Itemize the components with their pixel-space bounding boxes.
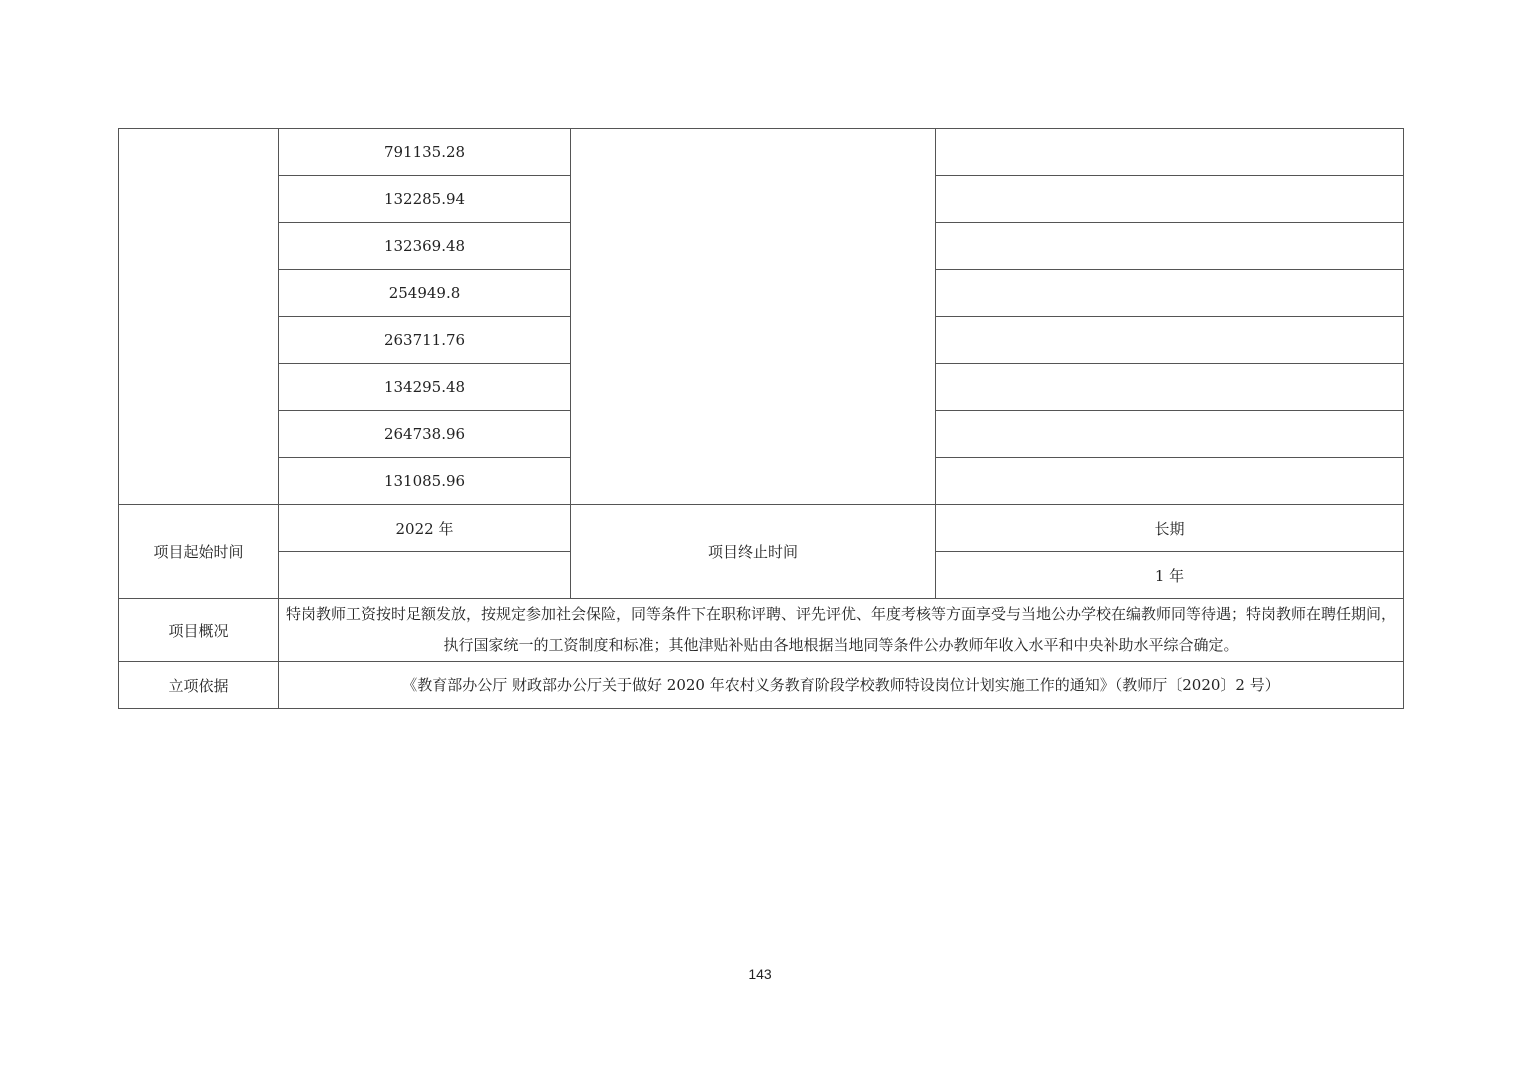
amount-cell: 132285.94 — [279, 176, 571, 223]
blank-cell — [936, 317, 1404, 364]
blank-cell — [279, 552, 571, 599]
blank-cell — [936, 458, 1404, 505]
project-table — [118, 128, 1404, 709]
table-row — [119, 129, 1404, 176]
amount-cell: 131085.96 — [279, 458, 571, 505]
overview-text: 特岗教师工资按时足额发放，按规定参加社会保险，同等条件下在职称评聘、评先评优、年度考核等方面享受与当地公办学校在编教师同等待遇；特岗教师在聘任期间，执行国家统一的工资制度和标准；其他津贴补贴由各地根据当地同等条件公办教师年收入水平和中央补助水平综合确定。 — [279, 599, 1404, 662]
start-time-label: 项目起始时间 — [119, 505, 279, 599]
blank-cell — [936, 176, 1404, 223]
page-number: 143 — [748, 966, 772, 982]
start-time-value: 2022 年 — [279, 505, 571, 552]
blank-cell — [936, 129, 1404, 176]
end-time-value: 长期 — [936, 505, 1404, 552]
amount-cell: 134295.48 — [279, 364, 571, 411]
merged-blank-cell — [119, 129, 279, 505]
amount-cell: 791135.28 — [279, 129, 571, 176]
table-row — [119, 505, 1404, 552]
table-row — [119, 662, 1404, 709]
blank-cell — [936, 270, 1404, 317]
amount-cell: 263711.76 — [279, 317, 571, 364]
duration-value: 1 年 — [936, 552, 1404, 599]
basis-text: 《教育部办公厅 财政部办公厅关于做好 2020 年农村义务教育阶段学校教师特设岗位计划实施工作的通知》（教师厅〔2020〕2 号） — [279, 662, 1404, 709]
amount-cell: 254949.8 — [279, 270, 571, 317]
blank-cell — [936, 364, 1404, 411]
table-row — [119, 599, 1404, 662]
end-time-label: 项目终止时间 — [571, 505, 936, 599]
blank-cell — [936, 411, 1404, 458]
amount-cell: 132369.48 — [279, 223, 571, 270]
overview-label: 项目概况 — [119, 599, 279, 662]
basis-label: 立项依据 — [119, 662, 279, 709]
amount-cell: 264738.96 — [279, 411, 571, 458]
blank-cell — [936, 223, 1404, 270]
merged-blank-cell — [571, 129, 936, 505]
